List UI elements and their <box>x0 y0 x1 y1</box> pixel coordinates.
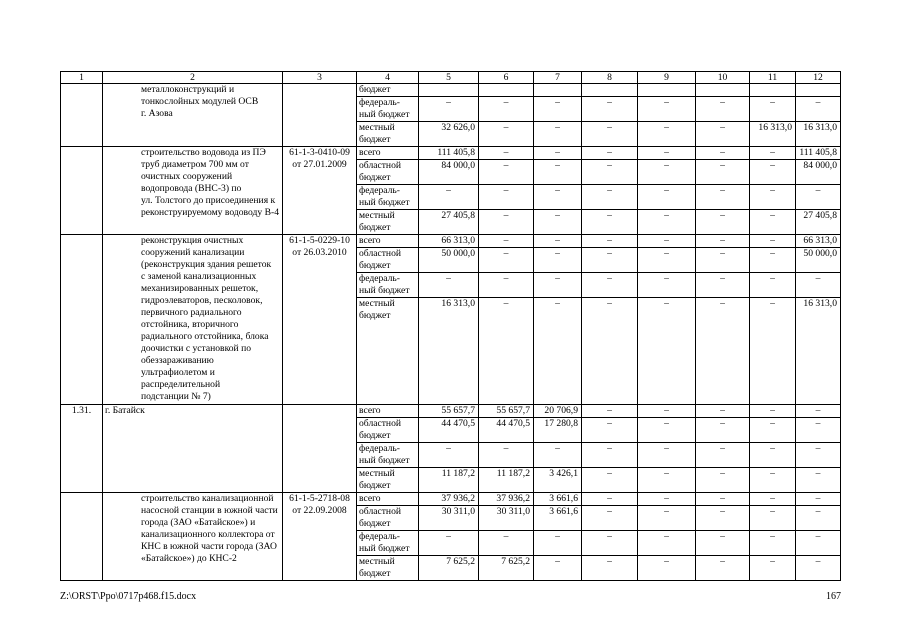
value-cell: 7 625,2 <box>479 556 534 581</box>
header-cell: 9 <box>638 72 696 84</box>
value-cell: 16 313,0 <box>419 298 479 405</box>
budget-label: федераль- ный бюджет <box>357 443 419 468</box>
table-row: областной бюджет 84 000,0 – – – – – – 84 000,0 <box>61 160 841 185</box>
budget-label: всего <box>357 493 419 506</box>
table-row: федераль- ный бюджет – – – – – – – – <box>61 443 841 468</box>
budget-label: областной бюджет <box>357 506 419 531</box>
project-description: металлоконструкций и тонкослойных модулей ОСВ г. Азова <box>103 84 283 147</box>
header-cell: 11 <box>750 72 796 84</box>
value-cell: 30 311,0 <box>419 506 479 531</box>
budget-label: федераль- ный бюджет <box>357 97 419 122</box>
project-code: 61-1-5-2718-08 от 22.09.2008 <box>283 493 357 581</box>
budget-label: федераль- ный бюджет <box>357 185 419 210</box>
project-code: 61-1-5-0229-10 от 26.03.2010 <box>283 235 357 405</box>
table-row <box>61 84 841 97</box>
page-number: 167 <box>826 591 841 602</box>
value-cell: 55 657,7 <box>419 405 479 418</box>
city-name: г. Батайск <box>103 405 283 493</box>
value-cell: 30 311,0 <box>479 506 534 531</box>
value-cell: 84 000,0 <box>419 160 479 185</box>
value-cell: 11 187,2 <box>479 468 534 493</box>
budget-label: федераль- ный бюджет <box>357 531 419 556</box>
value-cell: 55 657,7 <box>479 405 534 418</box>
budget-label: местный бюджет <box>357 556 419 581</box>
value-cell: 44 470,5 <box>419 418 479 443</box>
header-cell: 3 <box>283 72 357 84</box>
table-row: областной бюджет 44 470,5 44 470,5 17 280,8 – – – – – <box>61 418 841 443</box>
header-cell: 2 <box>103 72 283 84</box>
value-cell: 44 470,5 <box>479 418 534 443</box>
budget-label: всего <box>357 147 419 160</box>
value-cell: 32 626,0 <box>419 122 479 147</box>
value-cell: 17 280,8 <box>534 418 582 443</box>
table-row: местный бюджет 27 405,8 – – – – – – 27 405,8 <box>61 210 841 235</box>
header-row <box>61 72 841 84</box>
table-row: местный бюджет 11 187,2 11 187,2 3 426,1 – – – – – <box>61 468 841 493</box>
header-cell: 4 <box>357 72 419 84</box>
budget-label: областной бюджет <box>357 418 419 443</box>
table-row: федераль- ный бюджет – – – – – – – – <box>61 97 841 122</box>
value-cell: 3 661,6 <box>534 493 582 506</box>
project-description: реконструкция очистных сооружений канализации (реконструкция здания решеток с заменой канализационных механизированных решеток, гидроэлеваторов, песколовок, первичного радиального отстойника, вторичного радиального отстойника, блока доочистки с установкой по обеззараживанию ультрафиолетом и распределительной подстанции № 7) <box>103 235 283 405</box>
value-cell: 16 313,0 <box>796 122 841 147</box>
header-cell: 5 <box>419 72 479 84</box>
row-number: 1.31. <box>61 405 103 493</box>
budget-label: областной бюджет <box>357 248 419 273</box>
value-cell: 7 625,2 <box>419 556 479 581</box>
table-row: 1.31. г. Батайск всего 55 657,7 55 657,7 20 706,9 – – – – – <box>61 405 841 418</box>
table-row: строительство канализационной насосной станции в южной части города (ЗАО «Батайское») и канализационного коллектора от КНС в южной части города (ЗАО «Батайское») до КНС-2 61-1-5-2718-08 от 22.09.2008 всего 37 936,2 37 936,2 3 661,6 – – – – – <box>61 493 841 506</box>
budget-label: всего <box>357 235 419 248</box>
header-cell: 7 <box>534 72 582 84</box>
project-description: строительство водовода из ПЭ труб диаметром 700 мм от очистных сооружений водопровода (ВНС-3) по ул. Толстого до присоединения к реконструируемому водоводу В-4 <box>103 147 283 235</box>
project-description: строительство канализационной насосной станции в южной части города (ЗАО «Батайское») и канализационного коллектора от КНС в южной части города (ЗАО «Батайское») до КНС-2 <box>103 493 283 581</box>
value-cell: 50 000,0 <box>796 248 841 273</box>
value-cell: 20 706,9 <box>534 405 582 418</box>
table-row: строительство водовода из ПЭ труб диаметром 700 мм от очистных сооружений водопровода (ВНС-3) по ул. Толстого до присоединения к реконструируемому водоводу В-4 61-1-3-0410-09 от 27.01.2009 всего 111 405,8 – – – – – – 111 405,8 <box>61 147 841 160</box>
value-cell: 111 405,8 <box>796 147 841 160</box>
value-cell: 16 313,0 <box>796 298 841 405</box>
table-row: местный бюджет 32 626,0 – – – – – 16 313,0 16 313,0 <box>61 122 841 147</box>
header-cell: 10 <box>696 72 750 84</box>
budget-label: всего <box>357 405 419 418</box>
value-cell: 27 405,8 <box>419 210 479 235</box>
budget-label: областной бюджет <box>357 160 419 185</box>
project-code: 61-1-3-0410-09 от 27.01.2009 <box>283 147 357 235</box>
budget-label: бюджет <box>357 84 419 97</box>
table-row: реконструкция очистных сооружений канализации (реконструкция здания решеток с заменой канализационных механизированных решеток, гидроэлеваторов, песколовок, первичного радиального отстойника, вторичного радиального отстойника, блока доочистки с установкой по обеззараживанию ультрафиолетом и распределительной подстанции № 7) 61-1-5-0229-10 от 26.03.2010 всего 66 313,0 – – – – – – 66 313,0 <box>61 235 841 248</box>
header-cell: 12 <box>796 72 841 84</box>
value-cell: 16 313,0 <box>750 122 796 147</box>
header-cell: 6 <box>479 72 534 84</box>
value-cell: 11 187,2 <box>419 468 479 493</box>
value-cell: 50 000,0 <box>419 248 479 273</box>
value-cell: 66 313,0 <box>796 235 841 248</box>
value-cell: 37 936,2 <box>479 493 534 506</box>
value-cell: 3 661,6 <box>534 506 582 531</box>
table-row: областной бюджет 50 000,0 – – – – – – 50 000,0 <box>61 248 841 273</box>
budget-label: местный бюджет <box>357 210 419 235</box>
value-cell: 111 405,8 <box>419 147 479 160</box>
budget-label: местный бюджет <box>357 122 419 147</box>
header-cell: 8 <box>582 72 638 84</box>
value-cell: 37 936,2 <box>419 493 479 506</box>
value-cell: 27 405,8 <box>796 210 841 235</box>
table-row: федераль- ный бюджет – – – – – – – – <box>61 185 841 210</box>
table-row: федераль- ный бюджет – – – – – – – – <box>61 273 841 298</box>
value-cell: 84 000,0 <box>796 160 841 185</box>
value-cell: 66 313,0 <box>419 235 479 248</box>
budget-table <box>60 71 841 581</box>
value-cell: 3 426,1 <box>534 468 582 493</box>
table-row: областной бюджет 30 311,0 30 311,0 3 661,6 – – – – – <box>61 506 841 531</box>
table-row: местный бюджет 16 313,0 – – – – – – 16 313,0 <box>61 298 841 405</box>
budget-label: местный бюджет <box>357 468 419 493</box>
budget-label: местный бюджет <box>357 298 419 405</box>
table-row: федераль- ный бюджет – – – – – – – – <box>61 531 841 556</box>
header-cell: 1 <box>61 72 103 84</box>
footer-file-path: Z:\ORST\Ppo\0717p468.f15.docx <box>60 591 197 602</box>
budget-label: федераль- ный бюджет <box>357 273 419 298</box>
table-row: местный бюджет 7 625,2 7 625,2 – – – – – – <box>61 556 841 581</box>
